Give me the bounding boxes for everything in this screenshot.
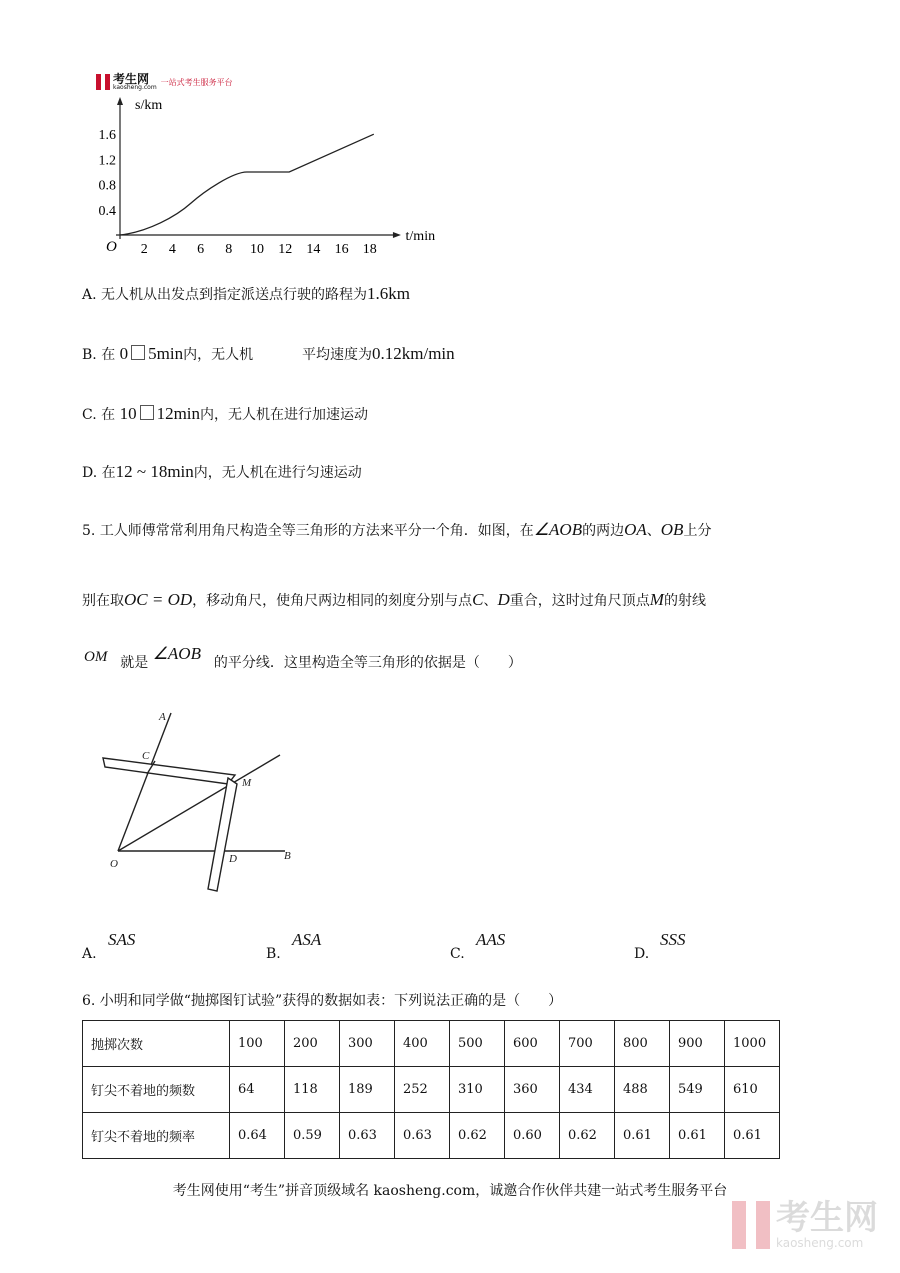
missing-glyph-icon xyxy=(131,345,145,360)
q5-options xyxy=(82,930,802,964)
y-tick-label: 1.2 xyxy=(98,153,116,169)
x-tick-label: 8 xyxy=(225,242,233,257)
table-cell: 0.60 xyxy=(505,1113,560,1159)
q4-option-b-text: B. 在 xyxy=(82,347,116,363)
table-cell: 700 xyxy=(560,1021,615,1067)
table-cell: 500 xyxy=(450,1021,505,1067)
q5-text: 别在取 xyxy=(82,593,124,609)
table-cell: 600 xyxy=(505,1021,560,1067)
table-cell: 360 xyxy=(505,1067,560,1113)
q4-option-b-text: 内，无人机 xyxy=(183,347,254,363)
table-cell: 0.61 xyxy=(670,1113,725,1159)
q4-option-d xyxy=(82,462,362,482)
q5-math: M xyxy=(649,590,664,609)
table-cell: 252 xyxy=(395,1067,450,1113)
q5-text: 上分 xyxy=(683,523,712,539)
watermark-url: kaosheng.com xyxy=(776,1236,864,1250)
table-row-label: 钉尖不着地的频数 xyxy=(83,1067,230,1113)
table-cell: 200 xyxy=(285,1021,340,1067)
option-value: ASA xyxy=(292,930,322,949)
label-m: M xyxy=(242,777,252,789)
q4-option-c xyxy=(82,404,368,424)
table-cell: 0.61 xyxy=(725,1113,780,1159)
x-tick-label: 6 xyxy=(197,242,205,257)
watermark xyxy=(732,1200,878,1250)
distance-time-chart xyxy=(80,95,440,260)
angle-bisector-figure xyxy=(95,705,305,895)
x-tick-label: 4 xyxy=(168,242,176,257)
q6-stem: 6. 小明和同学做“抛掷图钉试验”获得的数据如表：下列说法正确的是（ ） xyxy=(82,993,563,1009)
y-tick-label: 0.8 xyxy=(98,178,116,194)
table-cell: 300 xyxy=(340,1021,395,1067)
table-cell: 100 xyxy=(230,1021,285,1067)
watermark-name: 考生网 xyxy=(776,1198,878,1238)
q4-option-a xyxy=(82,284,410,304)
table-row xyxy=(83,1067,780,1113)
q4-option-c-math: 10 xyxy=(119,404,137,423)
option-value: AAS xyxy=(476,930,506,949)
q5-math: OM xyxy=(84,649,108,665)
table-cell: 400 xyxy=(395,1021,450,1067)
q4-option-a-text: A. 无人机从出发点到指定派送点行驶的路程为 xyxy=(82,287,368,303)
logo-slogan: 一站式考生服务平台 xyxy=(160,77,233,87)
y-axis-arrow xyxy=(117,97,123,105)
frequency-table xyxy=(82,1020,780,1159)
q4-option-d-text: 内，无人机在进行匀速运动 xyxy=(193,465,362,481)
missing-glyph-icon xyxy=(140,405,154,420)
q5-math: OA xyxy=(624,520,647,539)
option-value: SSS xyxy=(660,930,686,949)
q5-text: 重合，这时过角尺顶点 xyxy=(509,593,650,609)
option-letter: B. xyxy=(266,946,281,962)
table-row xyxy=(83,1113,780,1159)
label-c: C xyxy=(142,750,150,762)
table-cell: 800 xyxy=(615,1021,670,1067)
q5-stem-line1 xyxy=(82,520,711,540)
x-tick-label: 14 xyxy=(306,242,321,257)
q5-math: OC = OD xyxy=(124,590,193,609)
q4-option-d-math: 12 ~ 18min xyxy=(115,462,194,481)
table-cell: 310 xyxy=(450,1067,505,1113)
option-letter: A. xyxy=(82,946,97,962)
x-tick-label: 10 xyxy=(250,242,264,257)
q4-option-d-text: D. 在 xyxy=(82,465,116,481)
q4-option-b xyxy=(82,344,455,364)
y-axis-label: s/km xyxy=(135,98,163,113)
q5-text: 、 xyxy=(483,593,498,609)
q5-text: 就是 xyxy=(120,655,149,671)
table-cell: 610 xyxy=(725,1067,780,1113)
q5-math: OB xyxy=(660,520,684,539)
logo-url: kaosheng.com xyxy=(113,83,157,91)
q5-text: 的两边 xyxy=(582,523,625,539)
q5-math: C xyxy=(472,590,484,609)
q5-text: 的平分线．这里构造全等三角形的依据是（ ） xyxy=(213,655,522,671)
q4-option-c-math: 12min xyxy=(156,404,201,423)
q4-option-b-text: 平均速度为 xyxy=(302,347,373,363)
q4-option-a-math: 1.6km xyxy=(367,284,410,303)
q4-option-b-math: 0.12km/min xyxy=(372,344,455,363)
q5-stem-line2 xyxy=(82,590,706,610)
series-line xyxy=(120,134,374,235)
table-cell: 0.63 xyxy=(395,1113,450,1159)
label-b: B xyxy=(284,850,291,862)
table-cell: 488 xyxy=(615,1067,670,1113)
q5-angle: ∠AOB xyxy=(533,520,583,539)
x-tick-label: 12 xyxy=(278,242,293,257)
origin-label: O xyxy=(106,239,117,255)
table-cell: 0.62 xyxy=(450,1113,505,1159)
table-cell: 0.64 xyxy=(230,1113,285,1159)
x-tick-label: 16 xyxy=(334,242,349,257)
q5-number: 5. xyxy=(82,523,96,539)
table-cell: 0.63 xyxy=(340,1113,395,1159)
q5-stem-line3 xyxy=(84,644,522,672)
q4-option-c-text: C. 在 xyxy=(82,407,116,423)
option-letter: D. xyxy=(634,946,650,962)
table-cell: 0.62 xyxy=(560,1113,615,1159)
q5-text: 的射线 xyxy=(663,593,706,609)
table-cell: 189 xyxy=(340,1067,395,1113)
q4-option-c-text: 内，无人机在进行加速运动 xyxy=(200,407,369,423)
table-cell: 549 xyxy=(670,1067,725,1113)
table-row xyxy=(83,1021,780,1067)
q5-text: ，移动角尺，使角尺两边相同的刻度分别与点 xyxy=(192,593,473,609)
table-cell: 64 xyxy=(230,1067,285,1113)
y-tick-label: 0.4 xyxy=(98,203,116,219)
y-tick-label: 1.6 xyxy=(98,128,116,144)
footer-text: 考生网使用“考生”拼音顶级域名 kaosheng.com，诚邀合作伙伴共建一站式考生服务平台 xyxy=(172,1183,728,1199)
table-cell: 434 xyxy=(560,1067,615,1113)
table-cell: 118 xyxy=(285,1067,340,1113)
q4-option-b-math: 0 xyxy=(119,344,129,363)
table-row-label: 钉尖不着地的频率 xyxy=(83,1113,230,1159)
table-cell: 0.61 xyxy=(615,1113,670,1159)
watermark-logo-icon xyxy=(732,1201,770,1249)
label-d: D xyxy=(229,853,237,865)
logo-icon xyxy=(96,74,110,90)
x-axis-arrow xyxy=(393,232,401,238)
table-cell: 1000 xyxy=(725,1021,780,1067)
label-o: O xyxy=(110,858,118,870)
q5-text: 、 xyxy=(646,523,661,539)
q5-angle: ∠AOB xyxy=(152,644,201,663)
x-tick-label: 18 xyxy=(362,242,377,257)
header-logo xyxy=(96,72,233,92)
q4-option-b-math: 5min xyxy=(148,344,184,363)
logo-brand: 考生网 xyxy=(113,71,150,86)
x-tick-label: 2 xyxy=(140,242,148,257)
table-row-label: 抛掷次数 xyxy=(83,1021,230,1067)
option-value: SAS xyxy=(108,930,136,949)
ray-oa xyxy=(118,713,171,851)
q5-text: 工人师傅常常利用角尺构造全等三角形的方法来平分一个角．如图，在 xyxy=(99,523,534,539)
x-axis-label: t/min xyxy=(405,229,436,244)
table-cell: 900 xyxy=(670,1021,725,1067)
table-cell: 0.59 xyxy=(285,1113,340,1159)
label-a: A xyxy=(159,711,166,723)
option-letter: C. xyxy=(450,946,465,962)
q5-math: D xyxy=(497,590,510,609)
ruler-arm-1 xyxy=(103,758,235,784)
